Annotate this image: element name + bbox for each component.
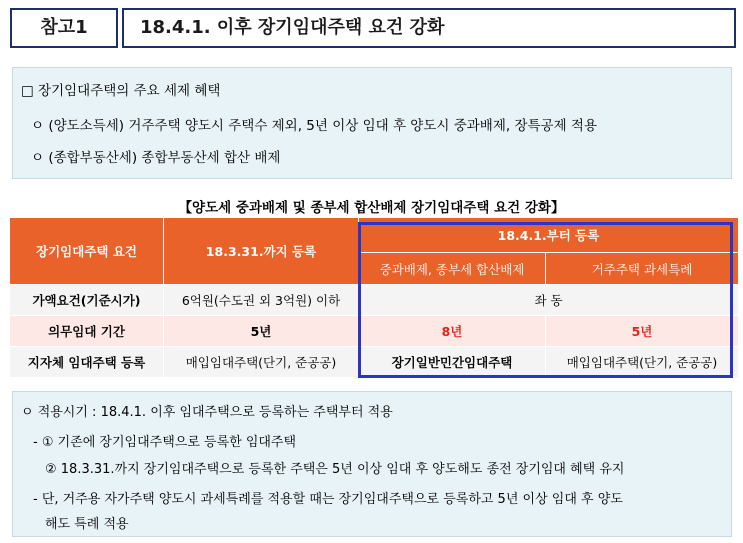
cell-period-exclusion: 8년 bbox=[359, 316, 545, 346]
tax-benefits-panel bbox=[12, 67, 732, 179]
benefit-item-property-tax: ㅇ (종합부동산세) 종합부동산세 합산 배제 bbox=[31, 150, 281, 166]
benefits-heading: □ 장기임대주택의 주요 세제 혜택 bbox=[21, 83, 221, 99]
row-label-lease-period: 의무임대 기간 bbox=[10, 316, 163, 346]
apply-line-grandfather: ② 18.3.31.까지 장기임대주택으로 등록한 주택은 5년 이상 임대 후 양도해도 종전 장기임대 혜택 유지 bbox=[45, 462, 625, 477]
page-header bbox=[10, 8, 736, 48]
apply-line-existing: - ① 기존에 장기임대주택으로 등록한 임대주택 bbox=[33, 435, 297, 450]
header-cell-before: 18.3.31.까지 등록 bbox=[164, 218, 358, 284]
table-caption: 【양도세 중과배제 및 종부세 합산배제 장기임대주택 요건 강화】 bbox=[178, 200, 565, 216]
application-panel bbox=[12, 391, 732, 537]
page-title: 18.4.1. 이후 장기임대주택 요건 강화 bbox=[140, 17, 445, 38]
apply-line-exception: - 단, 거주용 자가주택 양도시 과세특례를 적용할 때는 장기임대주택으로 등록하고 5년 이상 임대 후 양도 bbox=[33, 492, 623, 507]
reference-tag bbox=[10, 8, 118, 48]
page-title-box bbox=[122, 8, 736, 48]
header-cell-requirements: 장기임대주택 요건 bbox=[10, 218, 163, 284]
cell-period-residence: 5년 bbox=[546, 316, 738, 346]
header-cell-after-group: 18.4.1.부터 등록 bbox=[359, 218, 738, 252]
cell-value-after-same: 좌 동 bbox=[359, 285, 738, 315]
cell-value-before: 6억원(수도권 외 3억원) 이하 bbox=[164, 285, 358, 315]
apply-timing-value: 18.4.1. 이후 임대주택으로 등록하는 주택부터 적용 bbox=[100, 405, 393, 420]
apply-timing-label: ㅇ 적용시기 : bbox=[21, 405, 101, 420]
apply-line-exception-cont: 해도 특례 적용 bbox=[45, 517, 129, 532]
cell-registration-exclusion: 장기일반민간임대주택 bbox=[359, 347, 545, 377]
row-label-registration: 지자체 임대주택 등록 bbox=[10, 347, 163, 377]
header-cell-residence: 거주주택 과세특례 bbox=[546, 253, 738, 284]
cell-registration-residence: 매입임대주택(단기, 준공공) bbox=[546, 347, 738, 377]
header-cell-exclusion: 중과배제, 종부세 합산배제 bbox=[359, 253, 545, 284]
row-label-value-requirement: 가액요건(기준시가) bbox=[10, 285, 163, 315]
apply-line-timing bbox=[21, 401, 393, 420]
reference-tag-label: 참고1 bbox=[40, 17, 88, 38]
benefit-item-capital-gains: ㅇ (양도소득세) 거주주택 양도시 주택수 제외, 5년 이상 임대 후 양도시 중과배제, 장특공제 적용 bbox=[31, 118, 598, 134]
cell-period-before: 5년 bbox=[164, 316, 358, 346]
cell-registration-before: 매입임대주택(단기, 준공공) bbox=[164, 347, 358, 377]
